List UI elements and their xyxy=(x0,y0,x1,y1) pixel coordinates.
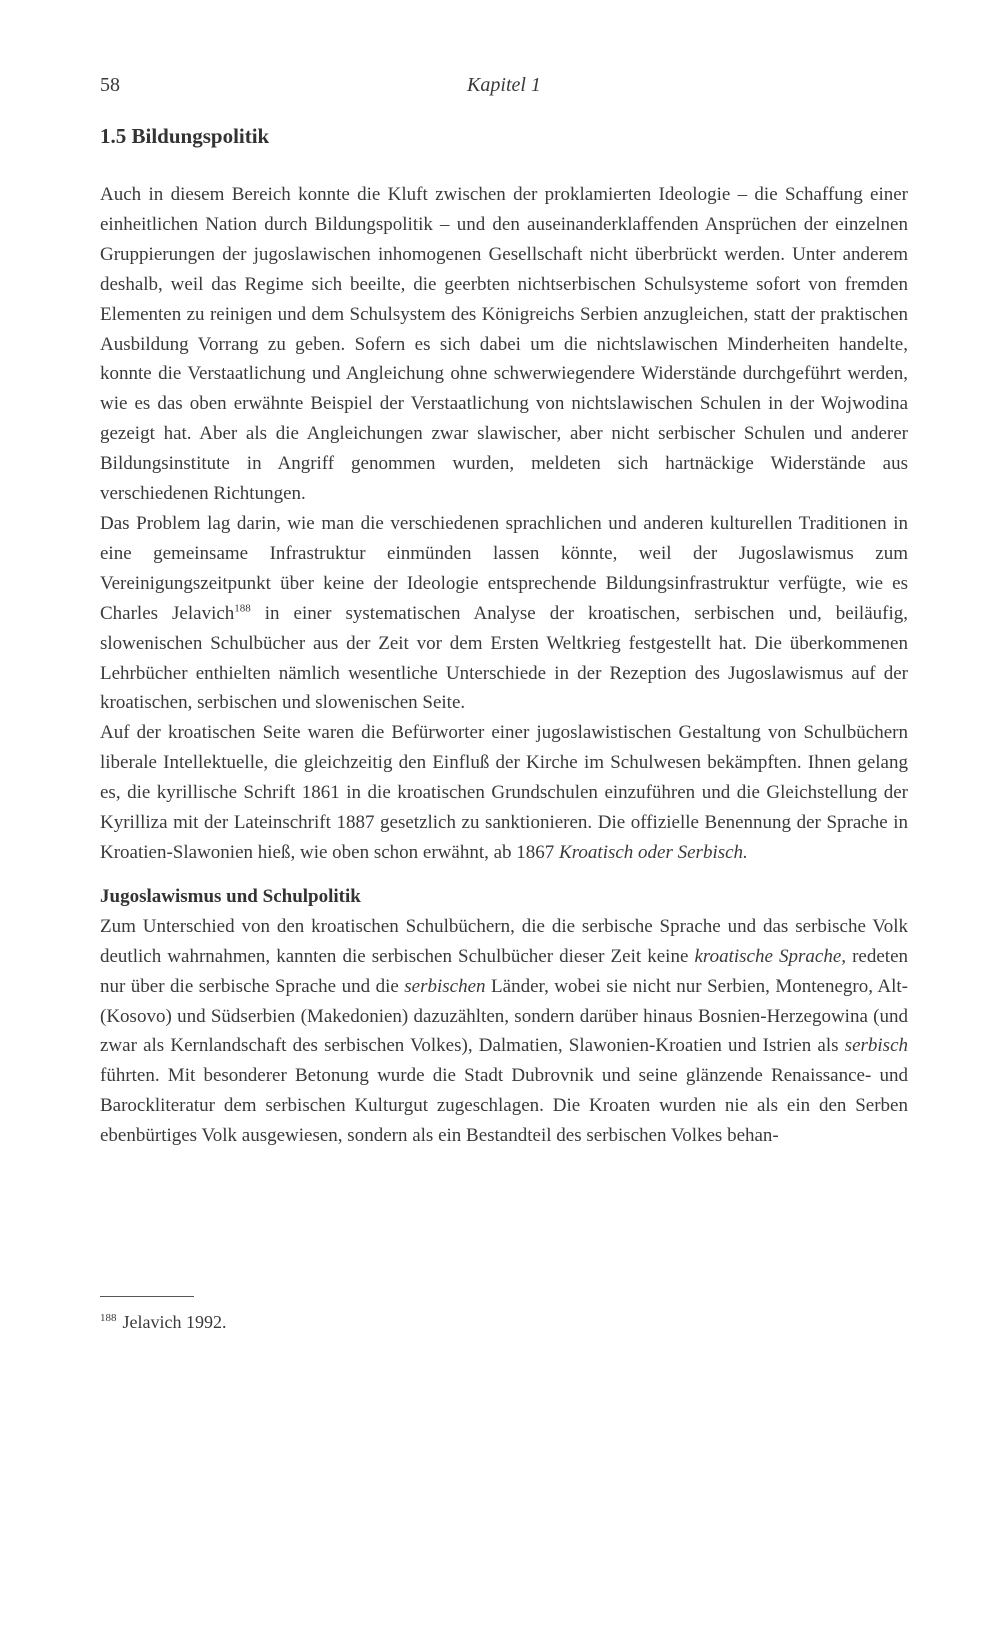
footnote-divider xyxy=(100,1296,194,1297)
paragraph-4-italic-1: kroatische Sprache, xyxy=(694,945,847,967)
paragraph-4-italic-3: serbisch xyxy=(844,1035,908,1057)
body-text xyxy=(100,180,908,1151)
page-header xyxy=(100,74,908,104)
paragraph-2-text-b: in einer systematischen Analyse der kroatischen, serbischen und, beiläufig, slowenischen Schulbücher aus der Zeit vor dem Ersten Weltkrieg festgestellt hat. Die überkommenen Lehrbücher enthielten nämlich wesentliche Unterschiede in der Rezeption des Jugoslawismus auf der kroatischen, serbischen und slowenischen Seite. xyxy=(100,602,908,714)
paragraph-4-text-c: Länder, wobei sie nicht nur Serbien, Montenegro, Alt- (Kosovo) und Südserbien (Makedonien) dazuzählten, sondern darüber hinaus Bosnien-Herzegowina (und zwar als Kernlandschaft des serbischen Volkes), Dalmatien, Slawonien-Kroatien und Istrien als xyxy=(100,975,909,1057)
paragraph-4-text-a: Zum Unterschied von den kroatischen Schulbüchern, die die serbische Sprache und das serbische Volk deutlich wahrnahmen, kannten die serbischen Schulbücher dieser Zeit keine xyxy=(100,915,908,967)
paragraph-1-text: Auch in diesem Bereich konnte die Kluft zwischen der proklamierten Ideologie – die Schaffung einer einheitlichen Nation durch Bildungspolitik – und den auseinanderklaffenden Ansprüchen der einzelnen Gruppierungen der jugoslawischen inhomogenen Gesellschaft nicht überbrückt werden. Unter anderem deshalb, weil das Regime sich beeilte, die geerbten nichtserbischen Schulsysteme sofort von fremden Elementen zu reinigen und dem Schulsystem des Königreichs Serbien anzugleichen, statt der praktischen Ausbildung Vorrang zu geben. Sofern es sich dabei um die nichtslawischen Minderheiten handelte, konnte die Verstaatlichung und Angleichung ohne schwerwiegendere Widerstände durchgeführt werden, wie es das oben erwähnte Beispiel der Verstaatlichung von nichtslawischen Schulen in der Wojwodina gezeigt hat. Aber als die Angleichungen zwar slawischer, aber nicht serbischer Schulen und anderer Bildungsinstitute in Angriff genommen wurden, meldeten sich hartnäckige Widerstände aus verschiedenen Richtungen. xyxy=(100,184,908,505)
paragraph-4 xyxy=(100,912,908,1151)
section-title: 1.5 Bildungspolitik xyxy=(100,124,270,148)
footnote-reference: 188 xyxy=(234,602,251,615)
paragraph-3-italic: Kroatisch oder Serbisch. xyxy=(559,841,748,863)
paragraph-3-text: Auf der kroatischen Seite waren die Befürworter einer jugoslawistischen Gestaltung von Schulbüchern liberale Intellektuelle, die gleichzeitig den Einfluß der Kirche im Schulwesen bekämpften. Ihnen gelang es, die kyrillische Schrift 1861 in die kroatischen Grundschulen einzuführen und die Gleichstellung der Kyrilliza mit der Lateinschrift 1887 gesetzlich zu sanktionieren. Die offizielle Benennung der Sprache in Kroatien-Slawonien hieß, wie oben schon erwähnt, ab 1867 xyxy=(100,722,908,863)
running-title: Kapitel 1 xyxy=(467,74,541,96)
page-number: 58 xyxy=(100,74,120,96)
paragraph-1 xyxy=(100,180,908,509)
paragraph-4-text-d: führten. Mit besonderer Betonung wurde die Stadt Dubrovnik und seine glänzende Renaissance- und Barockliteratur dem serbischen Kulturgut zugeschlagen. Die Kroaten wurden nie als ein den Serben ebenbürtiges Volk ausgewiesen, sondern als ein Bestandteil des serbischen Volkes behan- xyxy=(100,1065,908,1147)
paragraph-2-text-a: Das Problem lag darin, wie man die verschiedenen sprachlichen und anderen kulturellen Traditionen in eine gemeinsame Infrastruktur einmünden lassen könnte, weil der Jugoslawismus zum Vereinigungszeitpunkt über keine der Ideologie entsprechende Bildungsinfrastruktur verfügte, wie es Charles Jelavich xyxy=(100,512,908,624)
paragraph-4-text-b: redeten nur über die serbische Sprache und die xyxy=(100,945,909,997)
paragraph-3 xyxy=(100,718,908,868)
footnote-text: Jelavich 1992. xyxy=(122,1312,227,1332)
subheading: Jugoslawismus und Schulpolitik xyxy=(100,885,361,907)
paragraph-2 xyxy=(100,509,908,718)
paragraph-4-italic-2: serbischen xyxy=(404,975,486,997)
footnote-number: 188 xyxy=(100,1312,117,1324)
footnote xyxy=(100,1312,226,1333)
